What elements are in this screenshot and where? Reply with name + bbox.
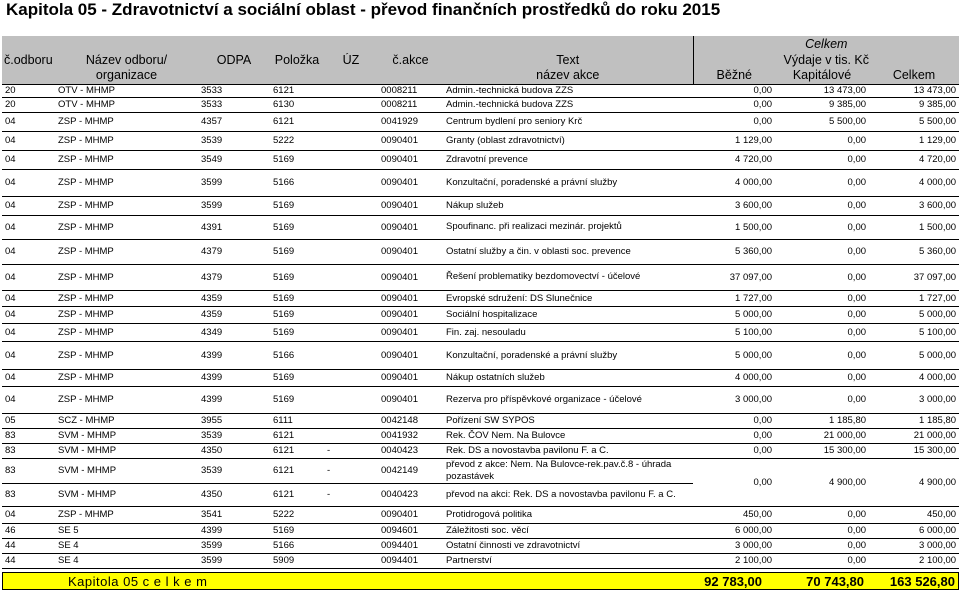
total-label: Kapitola 05 c e l k e m	[68, 574, 208, 589]
odpa-cell: 4399	[198, 369, 270, 386]
text-cell: Rezerva pro příspěvkové organizace - účelové	[443, 386, 693, 413]
header-odbor: č.odboru	[2, 53, 55, 68]
total-bezne: 92 783,00	[704, 574, 762, 589]
akce-cell: 0090401	[378, 369, 443, 386]
celkem-cell: 450,00	[869, 506, 959, 523]
celkem-cell: 9 385,00	[869, 97, 959, 112]
table-row	[2, 341, 959, 369]
text-cell: Konzultační, poradenské a právní služby	[443, 169, 693, 196]
text-cell: Admin.-technická budova ZZS	[443, 84, 693, 97]
header-polozka: Položka	[270, 53, 324, 68]
bezne-cell: 5 000,00	[693, 341, 775, 369]
uz-cell	[324, 239, 378, 264]
polozka-cell: 5169	[270, 215, 324, 239]
akce-cell: 0008211	[378, 97, 443, 112]
polozka-cell: 5169	[270, 306, 324, 323]
akce-cell: 0090401	[378, 196, 443, 215]
odbor-cell: 04	[2, 306, 55, 323]
polozka-cell: 5166	[270, 538, 324, 553]
odpa-cell: 3533	[198, 84, 270, 97]
uz-cell	[324, 413, 378, 428]
odpa-cell: 4399	[198, 386, 270, 413]
bezne-cell: 4 000,00	[693, 369, 775, 386]
akce-cell: 0041932	[378, 428, 443, 443]
uz-cell	[324, 112, 378, 131]
uz-cell	[324, 196, 378, 215]
header-nazev-akce: název akce	[443, 68, 693, 84]
odpa-cell: 4399	[198, 341, 270, 369]
odpa-cell: 3541	[198, 506, 270, 523]
uz-cell	[324, 169, 378, 196]
celkem-cell: 5 100,00	[869, 323, 959, 341]
uz-cell	[324, 84, 378, 97]
organizace-cell: ZSP - MHMP	[55, 215, 198, 239]
kapitalove-cell: 4 900,00	[775, 458, 869, 506]
total-celkem: 163 526,80	[889, 574, 955, 589]
odbor-cell: 04	[2, 215, 55, 239]
table-row	[2, 458, 959, 483]
bezne-cell: 0,00	[693, 443, 775, 458]
text-cell: převod na akci: Rek. DS a novostavba pavilonu F. a C.	[443, 483, 693, 506]
table-row	[2, 523, 959, 538]
organizace-cell: ZSP - MHMP	[55, 131, 198, 150]
bezne-cell: 0,00	[693, 413, 775, 428]
akce-cell: 0090401	[378, 169, 443, 196]
organizace-cell: OTV - MHMP	[55, 97, 198, 112]
celkem-cell: 3 000,00	[869, 538, 959, 553]
polozka-cell: 6121	[270, 483, 324, 506]
text-cell: Záležitosti soc. věcí	[443, 523, 693, 538]
header-kapitalove: Kapitálové	[775, 68, 869, 84]
celkem-cell: 5 000,00	[869, 306, 959, 323]
uz-cell	[324, 306, 378, 323]
celkem-cell: 1 129,00	[869, 131, 959, 150]
akce-cell: 0090401	[378, 306, 443, 323]
odpa-cell: 3599	[198, 169, 270, 196]
text-cell: Partnerství	[443, 553, 693, 568]
organizace-cell: SE 4	[55, 553, 198, 568]
celkem-cell: 1 185,80	[869, 413, 959, 428]
table-row	[2, 369, 959, 386]
header-row-2	[2, 53, 959, 68]
uz-cell	[324, 323, 378, 341]
chapter-total	[2, 572, 959, 590]
odpa-cell: 3533	[198, 97, 270, 112]
kapitalove-cell: 0,00	[775, 523, 869, 538]
akce-cell: 0090401	[378, 264, 443, 290]
celkem-cell: 3 600,00	[869, 196, 959, 215]
header-row-3	[2, 68, 959, 84]
uz-cell	[324, 506, 378, 523]
celkem-cell: 4 720,00	[869, 150, 959, 169]
kapitalove-cell: 0,00	[775, 215, 869, 239]
header-celkem: Celkem	[805, 37, 848, 51]
celkem-cell: 13 473,00	[869, 84, 959, 97]
text-cell: Rek. ČOV Nem. Na Bulovce	[443, 428, 693, 443]
organizace-cell: ZSP - MHMP	[55, 369, 198, 386]
organizace-cell: ZSP - MHMP	[55, 169, 198, 196]
table-row	[2, 84, 959, 97]
odpa-cell: 4350	[198, 443, 270, 458]
odbor-cell: 04	[2, 112, 55, 131]
text-cell: Sociální hospitalizace	[443, 306, 693, 323]
odpa-cell: 4399	[198, 523, 270, 538]
bezne-cell: 3 600,00	[693, 196, 775, 215]
akce-cell: 0042148	[378, 413, 443, 428]
kapitalove-cell: 0,00	[775, 538, 869, 553]
akce-cell: 0094401	[378, 553, 443, 568]
akce-cell: 0042149	[378, 458, 443, 483]
table-row	[2, 553, 959, 568]
celkem-cell: 6 000,00	[869, 523, 959, 538]
celkem-cell: 4 000,00	[869, 369, 959, 386]
bezne-cell: 37 097,00	[693, 264, 775, 290]
text-cell: Řešení problematiky bezdomovectví - účelové	[443, 264, 693, 290]
uz-cell	[324, 369, 378, 386]
organizace-cell: ZSP - MHMP	[55, 196, 198, 215]
uz-cell	[324, 131, 378, 150]
odpa-cell: 4379	[198, 239, 270, 264]
organizace-cell: SVM - MHMP	[55, 443, 198, 458]
odbor-cell: 20	[2, 97, 55, 112]
odpa-cell: 4350	[198, 483, 270, 506]
header-akce: č.akce	[378, 53, 443, 68]
odpa-cell: 3599	[198, 538, 270, 553]
odpa-cell: 3599	[198, 553, 270, 568]
page-title: Kapitola 05 - Zdravotnictví a sociální oblast - převod finančních prostředků do roku 2015	[6, 0, 721, 19]
bezne-cell: 1 129,00	[693, 131, 775, 150]
odbor-cell: 04	[2, 239, 55, 264]
polozka-cell: 6121	[270, 458, 324, 483]
polozka-cell: 5169	[270, 150, 324, 169]
odbor-cell: 83	[2, 428, 55, 443]
polozka-cell: 5169	[270, 196, 324, 215]
table-row	[2, 413, 959, 428]
organizace-cell: SVM - MHMP	[55, 458, 198, 483]
celkem-cell: 4 000,00	[869, 169, 959, 196]
organizace-cell: ZSP - MHMP	[55, 264, 198, 290]
kapitalove-cell: 13 473,00	[775, 84, 869, 97]
kapitalove-cell: 0,00	[775, 239, 869, 264]
kapitalove-cell: 0,00	[775, 150, 869, 169]
polozka-cell: 6130	[270, 97, 324, 112]
odbor-cell: 04	[2, 341, 55, 369]
akce-cell: 0008211	[378, 84, 443, 97]
akce-cell: 0090401	[378, 341, 443, 369]
text-cell: Centrum bydlení pro seniory Krč	[443, 112, 693, 131]
polozka-cell: 5169	[270, 290, 324, 306]
polozka-cell: 5909	[270, 553, 324, 568]
table-row	[2, 443, 959, 458]
kapitalove-cell: 0,00	[775, 341, 869, 369]
odpa-cell: 3599	[198, 196, 270, 215]
akce-cell: 0040423	[378, 483, 443, 506]
odbor-cell: 04	[2, 506, 55, 523]
table-row	[2, 196, 959, 215]
odbor-cell: 04	[2, 150, 55, 169]
kapitalove-cell: 0,00	[775, 506, 869, 523]
bezne-cell: 0,00	[693, 112, 775, 131]
odpa-cell: 4349	[198, 323, 270, 341]
bezne-cell: 5 000,00	[693, 306, 775, 323]
organizace-cell: ZSP - MHMP	[55, 506, 198, 523]
uz-cell	[324, 150, 378, 169]
text-cell: Admin.-technická budova ZZS	[443, 97, 693, 112]
odbor-cell: 83	[2, 483, 55, 506]
kapitalove-cell: 0,00	[775, 131, 869, 150]
akce-cell: 0090401	[378, 215, 443, 239]
bezne-cell: 4 720,00	[693, 150, 775, 169]
odpa-cell: 4357	[198, 112, 270, 131]
akce-cell: 0090401	[378, 131, 443, 150]
organizace-cell: OTV - MHMP	[55, 84, 198, 97]
kapitalove-cell: 15 300,00	[775, 443, 869, 458]
bezne-cell: 4 000,00	[693, 169, 775, 196]
polozka-cell: 6111	[270, 413, 324, 428]
uz-cell	[324, 428, 378, 443]
celkem-cell: 1 727,00	[869, 290, 959, 306]
odpa-cell: 3955	[198, 413, 270, 428]
odbor-cell: 04	[2, 369, 55, 386]
table-row	[2, 239, 959, 264]
text-cell: Evropské sdružení: DS Slunečnice	[443, 290, 693, 306]
header-nazev: Název odboru/	[55, 53, 198, 68]
celkem-cell: 5 500,00	[869, 112, 959, 131]
table-row	[2, 428, 959, 443]
celkem-cell: 1 500,00	[869, 215, 959, 239]
uz-cell	[324, 538, 378, 553]
organizace-cell: ZSP - MHMP	[55, 341, 198, 369]
bezne-cell: 1 727,00	[693, 290, 775, 306]
celkem-cell: 4 900,00	[869, 458, 959, 506]
polozka-cell: 5169	[270, 323, 324, 341]
organizace-cell: ZSP - MHMP	[55, 323, 198, 341]
polozka-cell: 5169	[270, 523, 324, 538]
header-vydaje: Výdaje v tis. Kč	[693, 53, 959, 68]
bezne-cell: 0,00	[693, 458, 775, 506]
akce-cell: 0090401	[378, 506, 443, 523]
text-cell: Nákup služeb	[443, 196, 693, 215]
polozka-cell: 5222	[270, 506, 324, 523]
akce-cell: 0094401	[378, 538, 443, 553]
celkem-cell: 2 100,00	[869, 553, 959, 568]
organizace-cell: ZSP - MHMP	[55, 239, 198, 264]
odbor-cell: 04	[2, 290, 55, 306]
akce-cell: 0094601	[378, 523, 443, 538]
uz-cell: -	[324, 483, 378, 506]
kapitalove-cell: 21 000,00	[775, 428, 869, 443]
header-text: Text	[443, 53, 693, 68]
text-cell: Konzultační, poradenské a právní služby	[443, 341, 693, 369]
kapitalove-cell: 0,00	[775, 169, 869, 196]
celkem-cell: 37 097,00	[869, 264, 959, 290]
organizace-cell: SE 5	[55, 523, 198, 538]
table-row	[2, 306, 959, 323]
odbor-cell: 04	[2, 131, 55, 150]
celkem-cell: 3 000,00	[869, 386, 959, 413]
table-row	[2, 506, 959, 523]
polozka-cell: 6121	[270, 428, 324, 443]
kapitalove-cell: 5 500,00	[775, 112, 869, 131]
kapitalove-cell: 0,00	[775, 386, 869, 413]
uz-cell	[324, 341, 378, 369]
text-cell: Rek. DS a novostavba pavilonu F. a C.	[443, 443, 693, 458]
celkem-cell: 15 300,00	[869, 443, 959, 458]
text-cell: Ostatní služby a čin. v oblasti soc. prevence	[443, 239, 693, 264]
odbor-cell: 05	[2, 413, 55, 428]
table-row	[2, 131, 959, 150]
uz-cell	[324, 97, 378, 112]
text-cell: převod z akce: Nem. Na Bulovce-rek.pav.č.8 - úhrada pozastávek	[443, 458, 693, 483]
celkem-cell: 5 000,00	[869, 341, 959, 369]
odbor-cell: 83	[2, 458, 55, 483]
kapitalove-cell: 0,00	[775, 553, 869, 568]
polozka-cell: 5169	[270, 239, 324, 264]
celkem-cell: 5 360,00	[869, 239, 959, 264]
kapitalove-cell: 0,00	[775, 290, 869, 306]
odpa-cell: 3539	[198, 131, 270, 150]
celkem-cell: 21 000,00	[869, 428, 959, 443]
odbor-cell: 04	[2, 264, 55, 290]
odpa-cell: 3549	[198, 150, 270, 169]
polozka-cell: 5169	[270, 386, 324, 413]
polozka-cell: 5169	[270, 264, 324, 290]
akce-cell: 0040423	[378, 443, 443, 458]
header-celkem-col: Celkem	[869, 68, 959, 84]
uz-cell	[324, 290, 378, 306]
header-uz: ÚZ	[324, 53, 378, 68]
bezne-cell: 2 100,00	[693, 553, 775, 568]
uz-cell: -	[324, 443, 378, 458]
header-odpa: ODPA	[198, 53, 270, 68]
polozka-cell: 6121	[270, 112, 324, 131]
uz-cell	[324, 264, 378, 290]
text-cell: Nákup ostatních služeb	[443, 369, 693, 386]
akce-cell: 0041929	[378, 112, 443, 131]
kapitalove-cell: 0,00	[775, 306, 869, 323]
organizace-cell: SVM - MHMP	[55, 483, 198, 506]
odpa-cell: 4379	[198, 264, 270, 290]
budget-table	[2, 36, 959, 569]
bezne-cell: 5 360,00	[693, 239, 775, 264]
odpa-cell: 3539	[198, 428, 270, 443]
bezne-cell: 3 000,00	[693, 538, 775, 553]
organizace-cell: ZSP - MHMP	[55, 306, 198, 323]
odbor-cell: 04	[2, 169, 55, 196]
table-row	[2, 97, 959, 112]
table-row	[2, 169, 959, 196]
polozka-cell: 5166	[270, 169, 324, 196]
uz-cell	[324, 523, 378, 538]
table-row	[2, 323, 959, 341]
table-row	[2, 264, 959, 290]
akce-cell: 0090401	[378, 150, 443, 169]
odbor-cell: 44	[2, 553, 55, 568]
text-cell: Protidrogová politika	[443, 506, 693, 523]
uz-cell	[324, 386, 378, 413]
odbor-cell: 44	[2, 538, 55, 553]
bezne-cell: 6 000,00	[693, 523, 775, 538]
bezne-cell: 1 500,00	[693, 215, 775, 239]
header-organizace: organizace	[55, 68, 198, 84]
kapitalove-cell: 9 385,00	[775, 97, 869, 112]
odpa-cell: 3539	[198, 458, 270, 483]
odbor-cell: 20	[2, 84, 55, 97]
text-cell: Pořízení SW SYPOS	[443, 413, 693, 428]
uz-cell	[324, 553, 378, 568]
organizace-cell: ZSP - MHMP	[55, 150, 198, 169]
table-row	[2, 290, 959, 306]
bezne-cell: 450,00	[693, 506, 775, 523]
kapitalove-cell: 0,00	[775, 196, 869, 215]
table-row	[2, 215, 959, 239]
bezne-cell: 5 100,00	[693, 323, 775, 341]
akce-cell: 0090401	[378, 323, 443, 341]
odpa-cell: 4359	[198, 290, 270, 306]
text-cell: Spoufinanc. při realizaci mezinár. projektů	[443, 215, 693, 239]
text-cell: Zdravotní prevence	[443, 150, 693, 169]
kapitalove-cell: 1 185,80	[775, 413, 869, 428]
text-cell: Granty (oblast zdravotnictví)	[443, 131, 693, 150]
organizace-cell: ZSP - MHMP	[55, 112, 198, 131]
table-row	[2, 112, 959, 131]
uz-cell: -	[324, 458, 378, 483]
polozka-cell: 5166	[270, 341, 324, 369]
total-kapitalove: 70 743,80	[806, 574, 864, 589]
bezne-cell: 3 000,00	[693, 386, 775, 413]
organizace-cell: ZSP - MHMP	[55, 386, 198, 413]
odpa-cell: 4391	[198, 215, 270, 239]
akce-cell: 0090401	[378, 290, 443, 306]
text-cell: Ostatní činnosti ve zdravotnictví	[443, 538, 693, 553]
table-row	[2, 386, 959, 413]
polozka-cell: 5222	[270, 131, 324, 150]
table-row	[2, 538, 959, 553]
header-row-1	[2, 36, 959, 53]
odpa-cell: 4359	[198, 306, 270, 323]
table-row	[2, 150, 959, 169]
bezne-cell: 0,00	[693, 428, 775, 443]
text-cell: Fin. zaj. nesouladu	[443, 323, 693, 341]
bezne-cell: 0,00	[693, 84, 775, 97]
header-bezne: Běžné	[693, 68, 775, 84]
odbor-cell: 04	[2, 323, 55, 341]
kapitalove-cell: 0,00	[775, 323, 869, 341]
polozka-cell: 6121	[270, 443, 324, 458]
akce-cell: 0090401	[378, 386, 443, 413]
odbor-cell: 04	[2, 386, 55, 413]
odbor-cell: 83	[2, 443, 55, 458]
uz-cell	[324, 215, 378, 239]
kapitalove-cell: 0,00	[775, 264, 869, 290]
akce-cell: 0090401	[378, 239, 443, 264]
organizace-cell: ZSP - MHMP	[55, 290, 198, 306]
organizace-cell: SE 4	[55, 538, 198, 553]
polozka-cell: 5169	[270, 369, 324, 386]
organizace-cell: SVM - MHMP	[55, 428, 198, 443]
bezne-cell: 0,00	[693, 97, 775, 112]
kapitalove-cell: 0,00	[775, 369, 869, 386]
odbor-cell: 04	[2, 196, 55, 215]
organizace-cell: SCZ - MHMP	[55, 413, 198, 428]
odbor-cell: 46	[2, 523, 55, 538]
polozka-cell: 6121	[270, 84, 324, 97]
